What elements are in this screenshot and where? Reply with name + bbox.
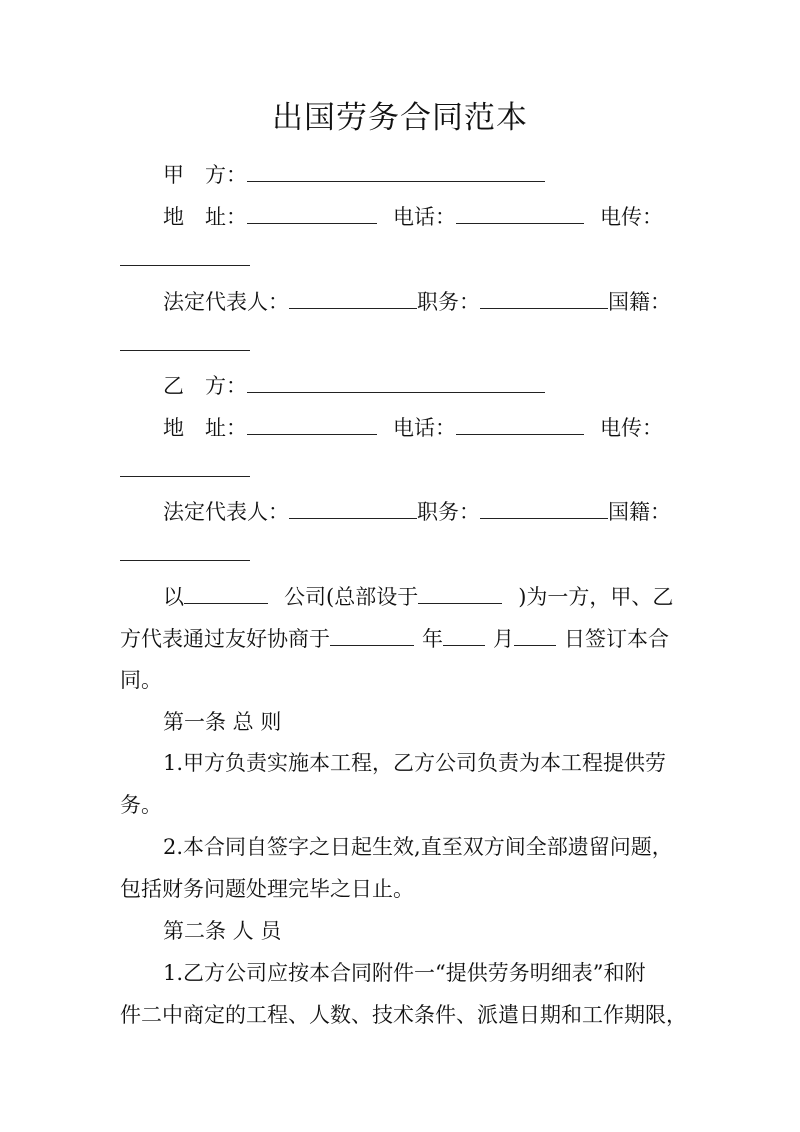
month-blank[interactable] — [443, 624, 485, 646]
party-a-fax-blank[interactable] — [120, 244, 250, 266]
party-b-rep-line — [163, 497, 671, 527]
party-b-fax-blank[interactable] — [120, 455, 250, 477]
article-2-item-1-line-2: 件二中商定的工程、人数、技术条件、派遣日期和工作期限， — [120, 1003, 687, 1027]
article-1-item-1-line-1: 1.甲方负责实施本工程，乙方公司负责为本工程提供劳 — [163, 751, 667, 775]
party-b-position-blank[interactable] — [480, 497, 608, 519]
party-a-address-blank[interactable] — [247, 202, 377, 224]
article-2-item-1-line-1: 1.乙方公司应按本合同附件一“提供劳务明细表”和附 — [163, 961, 646, 985]
party-b-rep-blank[interactable] — [289, 497, 417, 519]
party-b-phone-label: 电话： — [393, 416, 456, 440]
party-b-contact-line — [163, 413, 663, 443]
party-b-nationality-line — [120, 539, 250, 569]
intro-line-2 — [120, 624, 669, 654]
article-2-heading: 第二条 人 员 — [163, 919, 282, 943]
company-name-blank[interactable] — [184, 582, 268, 604]
party-a-address-label: 地 址： — [163, 205, 247, 229]
document-title: 出国劳务合同范本 — [272, 100, 528, 136]
party-a-fax-line — [120, 244, 250, 274]
party-b-address-blank[interactable] — [247, 413, 377, 435]
party-b-line — [163, 371, 545, 401]
party-b-nationality-label: 国籍： — [608, 500, 671, 524]
party-a-rep-line — [163, 287, 671, 317]
intro-day-label: 日签订本合 — [564, 627, 669, 651]
article-1-heading: 第一条 总 则 — [163, 710, 282, 734]
party-a-phone-label: 电话： — [393, 205, 456, 229]
party-b-fax-line — [120, 455, 250, 485]
party-b-label: 乙 方： — [163, 374, 247, 398]
party-b-fax-label: 电传： — [600, 416, 663, 440]
article-1-item-2-line-2: 包括财务问题处理完毕之日止。 — [120, 877, 414, 901]
intro-text-1b: 公司(总部设于 — [284, 585, 419, 609]
party-a-contact-line — [163, 202, 663, 232]
day-blank[interactable] — [514, 624, 556, 646]
article-1-item-1-line-2: 务。 — [120, 793, 162, 817]
intro-line-3: 同。 — [120, 668, 162, 692]
party-b-phone-blank[interactable] — [456, 413, 584, 435]
intro-month-label: 月 — [493, 627, 514, 651]
intro-text-2a: 方代表通过友好协商于 — [120, 627, 330, 651]
party-b-position-label: 职务： — [417, 500, 480, 524]
party-a-fax-label: 电传： — [600, 205, 663, 229]
intro-text-1a: 以 — [163, 585, 184, 609]
year-blank[interactable] — [330, 624, 414, 646]
party-a-phone-blank[interactable] — [456, 202, 584, 224]
intro-text-1c: )为一方，甲、乙 — [518, 585, 674, 609]
party-a-label: 甲 方： — [163, 163, 247, 187]
party-a-position-blank[interactable] — [480, 287, 608, 309]
party-a-rep-label: 法定代表人： — [163, 290, 289, 314]
party-a-blank[interactable] — [247, 160, 545, 182]
party-a-rep-blank[interactable] — [289, 287, 417, 309]
intro-line-1 — [163, 582, 673, 612]
headquarters-blank[interactable] — [418, 582, 502, 604]
party-b-nationality-blank[interactable] — [120, 539, 250, 561]
party-a-position-label: 职务： — [417, 290, 480, 314]
intro-year-label: 年 — [422, 627, 443, 651]
party-b-address-label: 地 址： — [163, 416, 247, 440]
party-a-nationality-blank[interactable] — [120, 329, 250, 351]
party-a-nationality-line — [120, 329, 250, 359]
party-a-nationality-label: 国籍： — [608, 290, 671, 314]
party-b-blank[interactable] — [247, 371, 545, 393]
article-1-item-2-line-1: 2.本合同自签字之日起生效,直至双方间全部遗留问题， — [163, 835, 673, 859]
party-a-line — [163, 160, 545, 190]
party-b-rep-label: 法定代表人： — [163, 500, 289, 524]
